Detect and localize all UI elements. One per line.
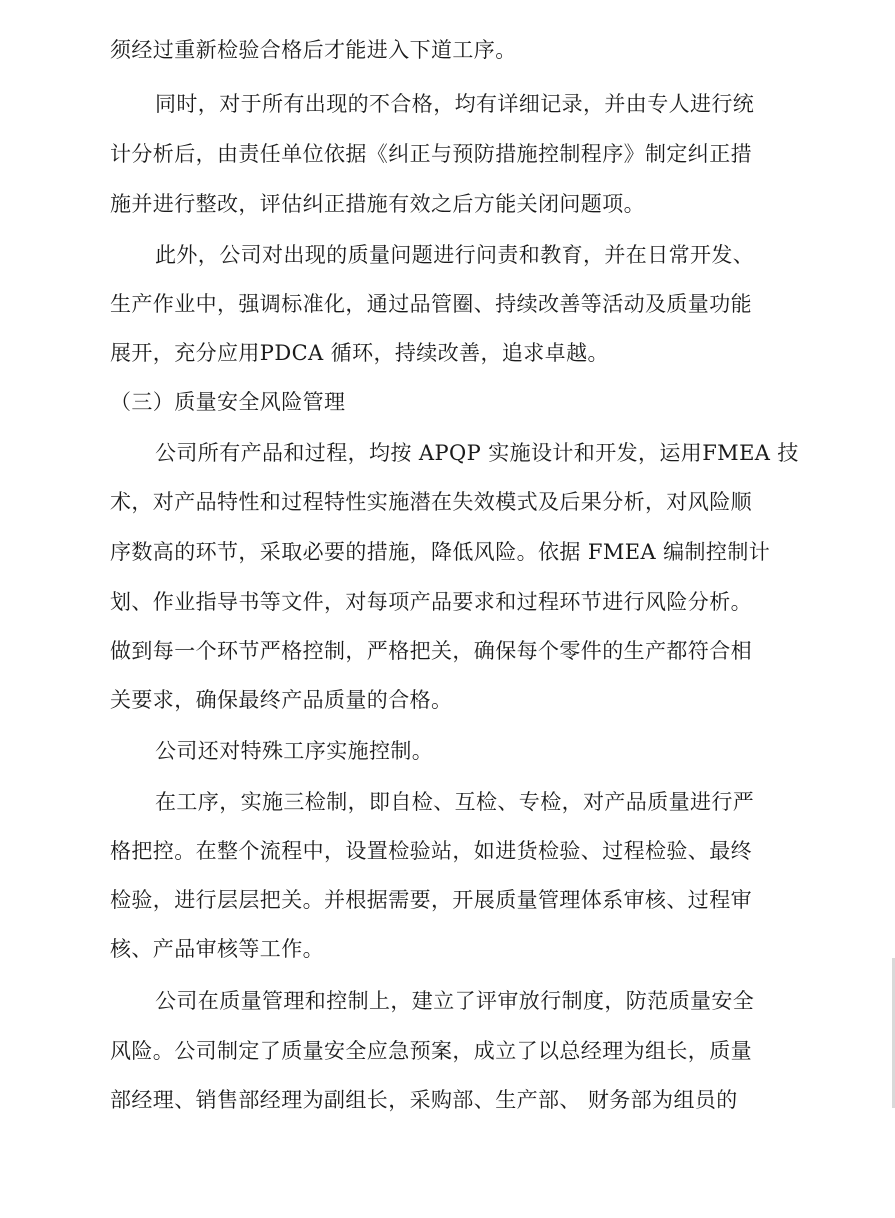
paragraph-start: 此外，公司对出现的质量问题进行问责和教育，并在日常开发、 (155, 243, 755, 267)
text-line: 做到每一个环节严格控制，严格把关，确保每个零件的生产都符合相 (110, 639, 752, 663)
paragraph-start: 公司在质量管理和控制上，建立了评审放行制度，防范质量安全 (155, 989, 755, 1013)
text-line: 划、作业指导书等文件，对每项产品要求和过程环节进行风险分析。 (110, 590, 752, 614)
text-line: 风险。公司制定了质量安全应急预案，成立了以总经理为组长，质量 (110, 1039, 752, 1063)
paragraph-start: 在工序，实施三检制，即自检、互检、专检，对产品质量进行严 (155, 790, 755, 814)
paragraph-start: 公司还对特殊工序实施控制。 (155, 739, 434, 763)
paragraph-start: 同时，对于所有出现的不合格，均有详细记录，并由专人进行统 (155, 92, 755, 116)
text-line: 格把控。在整个流程中，设置检验站，如进货检验、过程检验、最终 (110, 839, 752, 863)
text-line: 核、产品审核等工作。 (110, 937, 324, 961)
text-line: 序数高的环节，采取必要的措施，降低风险。依据 FMEA 编制控制计 (110, 540, 771, 564)
paragraph-start: 公司所有产品和过程，均按 APQP 实施设计和开发，运用FMEA 技 (155, 441, 799, 465)
text-line: 术，对产品特性和过程特性实施潜在失效模式及后果分析，对风险顺 (110, 490, 752, 514)
text-line: 检验，进行层层把关。并根据需要，开展质量管理体系审核、过程审 (110, 888, 752, 912)
text-line: 计分析后，由责任单位依据《纠正与预防措施控制程序》制定纠正措 (110, 142, 752, 166)
text-line: 生产作业中，强调标准化，通过品管圈、持续改善等活动及质量功能 (110, 292, 752, 316)
text-line: 关要求，确保最终产品质量的合格。 (110, 688, 453, 712)
text-line: 须经过重新检验合格后才能进入下道工序。 (110, 38, 517, 62)
text-line: 施并进行整改，评估纠正措施有效之后方能关闭问题项。 (110, 192, 645, 216)
section-heading: （三）质量安全风险管理 (110, 390, 346, 414)
text-line: 展开，充分应用PDCA 循环，持续改善，追求卓越。 (110, 341, 609, 365)
text-line: 部经理、销售部经理为副组长，采购部、生产部、 财务部为组员的 (110, 1088, 738, 1112)
